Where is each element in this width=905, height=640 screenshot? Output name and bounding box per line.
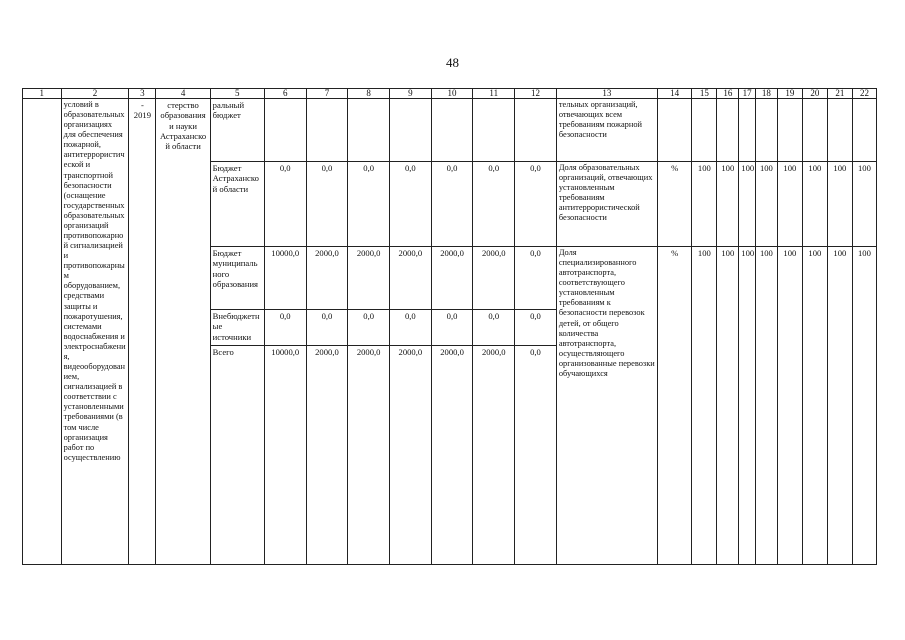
col-header: 14 [657, 89, 691, 99]
target-cell: 100 [852, 162, 876, 247]
col-header: 20 [802, 89, 827, 99]
value-cell: 0,0 [390, 162, 432, 247]
target-cell: 100 [692, 247, 717, 565]
col-header: 7 [306, 89, 348, 99]
col-header: 21 [827, 89, 852, 99]
funding-source: Всего [210, 346, 264, 565]
value-cell [390, 99, 432, 162]
target-cell [852, 99, 876, 162]
value-cell: 0,0 [515, 346, 557, 565]
table-row [23, 99, 877, 162]
col-header: 5 [210, 89, 264, 99]
value-cell: 2000,0 [473, 247, 515, 310]
target-cell [802, 99, 827, 162]
value-cell [515, 99, 557, 162]
page-number: 48 [446, 55, 459, 70]
value-cell: 0,0 [431, 310, 473, 346]
value-cell: 0,0 [431, 162, 473, 247]
value-cell: 0,0 [515, 310, 557, 346]
indicator-cell: Доля образовательных организаций, отвечающих установленным требованиям антитеррористической безопасности [556, 162, 657, 247]
target-cell: 100 [852, 247, 876, 565]
target-cell: 100 [777, 247, 802, 565]
value-cell: 0,0 [348, 162, 390, 247]
value-cell: 0,0 [515, 247, 557, 310]
value-cell: 2000,0 [306, 346, 348, 565]
value-cell [264, 99, 306, 162]
value-cell: 0,0 [473, 310, 515, 346]
target-cell: 100 [692, 162, 717, 247]
target-cell [739, 99, 756, 162]
value-cell: 2000,0 [431, 346, 473, 565]
target-cell [777, 99, 802, 162]
indicator-cell: тельных организаций, отвечающих всем требованиям пожарной безопасности [556, 99, 657, 162]
unit-cell: % [657, 162, 691, 247]
value-cell: 0,0 [306, 162, 348, 247]
value-cell: 10000,0 [264, 247, 306, 310]
col-header: 2 [61, 89, 129, 99]
funding-source: Внебюджетные источники [210, 310, 264, 346]
target-cell: 100 [739, 162, 756, 247]
col-header: 8 [348, 89, 390, 99]
col-header: 10 [431, 89, 473, 99]
value-cell: 2000,0 [390, 247, 432, 310]
program-table [22, 88, 877, 565]
executor-cell: стерство образования и науки Астраханской области [156, 99, 210, 565]
target-cell [755, 99, 777, 162]
value-cell: 2000,0 [431, 247, 473, 310]
col-header: 1 [23, 89, 62, 99]
target-cell: 100 [777, 162, 802, 247]
target-cell: 100 [827, 162, 852, 247]
value-cell: 0,0 [390, 310, 432, 346]
value-cell: 0,0 [306, 310, 348, 346]
target-cell: 100 [739, 247, 756, 565]
col-header: 16 [717, 89, 739, 99]
target-cell: 100 [755, 162, 777, 247]
value-cell: 2000,0 [348, 346, 390, 565]
col-header: 18 [755, 89, 777, 99]
value-cell: 0,0 [348, 310, 390, 346]
target-cell [692, 99, 717, 162]
funding-source: Бюджет муниципального образования [210, 247, 264, 310]
value-cell: 0,0 [515, 162, 557, 247]
value-cell: 2000,0 [306, 247, 348, 310]
value-cell: 0,0 [264, 162, 306, 247]
col-header: 17 [739, 89, 756, 99]
column-number-row [23, 89, 877, 99]
value-cell: 0,0 [264, 310, 306, 346]
col-header: 9 [390, 89, 432, 99]
value-cell: 2000,0 [348, 247, 390, 310]
value-cell [473, 99, 515, 162]
target-cell [717, 99, 739, 162]
value-cell: 0,0 [473, 162, 515, 247]
col-header: 3 [129, 89, 156, 99]
target-cell [827, 99, 852, 162]
indicator-cell: Доля специализированного автотранспорта, соответствующего установленным требованиям к безопасности перевозок детей, от общего количества автотранспорта, осуществляющего организованные перевозки обучающихся [556, 247, 657, 565]
target-cell: 100 [717, 247, 739, 565]
period-cell: - 2019 [129, 99, 156, 565]
unit-cell [657, 99, 691, 162]
value-cell: 10000,0 [264, 346, 306, 565]
col-header: 4 [156, 89, 210, 99]
value-cell [348, 99, 390, 162]
target-cell: 100 [755, 247, 777, 565]
unit-cell: % [657, 247, 691, 565]
value-cell: 2000,0 [473, 346, 515, 565]
target-cell: 100 [717, 162, 739, 247]
col-header: 12 [515, 89, 557, 99]
col-header: 6 [264, 89, 306, 99]
value-cell: 2000,0 [390, 346, 432, 565]
funding-source: ральный бюджет [210, 99, 264, 162]
col-header: 15 [692, 89, 717, 99]
target-cell: 100 [802, 247, 827, 565]
target-cell: 100 [827, 247, 852, 565]
col-header: 22 [852, 89, 876, 99]
measure-description: условий в образовательных организациях для обеспечения пожарной, антитеррористической и транспортной безопасности (оснащение государственных образовательных организаций противопожарной сигнализацией и противопожарным оборудованием, средствами защиты и пожаротушения, системами водоснабжения и электроснабжения, видеооборудованием, сигнализацией в соответствии с установленными требованиями (в том числе организация работ по осуществлению [61, 99, 129, 565]
value-cell [306, 99, 348, 162]
cell-empty [23, 99, 62, 565]
value-cell [431, 99, 473, 162]
target-cell: 100 [802, 162, 827, 247]
funding-source: Бюджет Астраханской области [210, 162, 264, 247]
col-header: 19 [777, 89, 802, 99]
col-header: 13 [556, 89, 657, 99]
col-header: 11 [473, 89, 515, 99]
